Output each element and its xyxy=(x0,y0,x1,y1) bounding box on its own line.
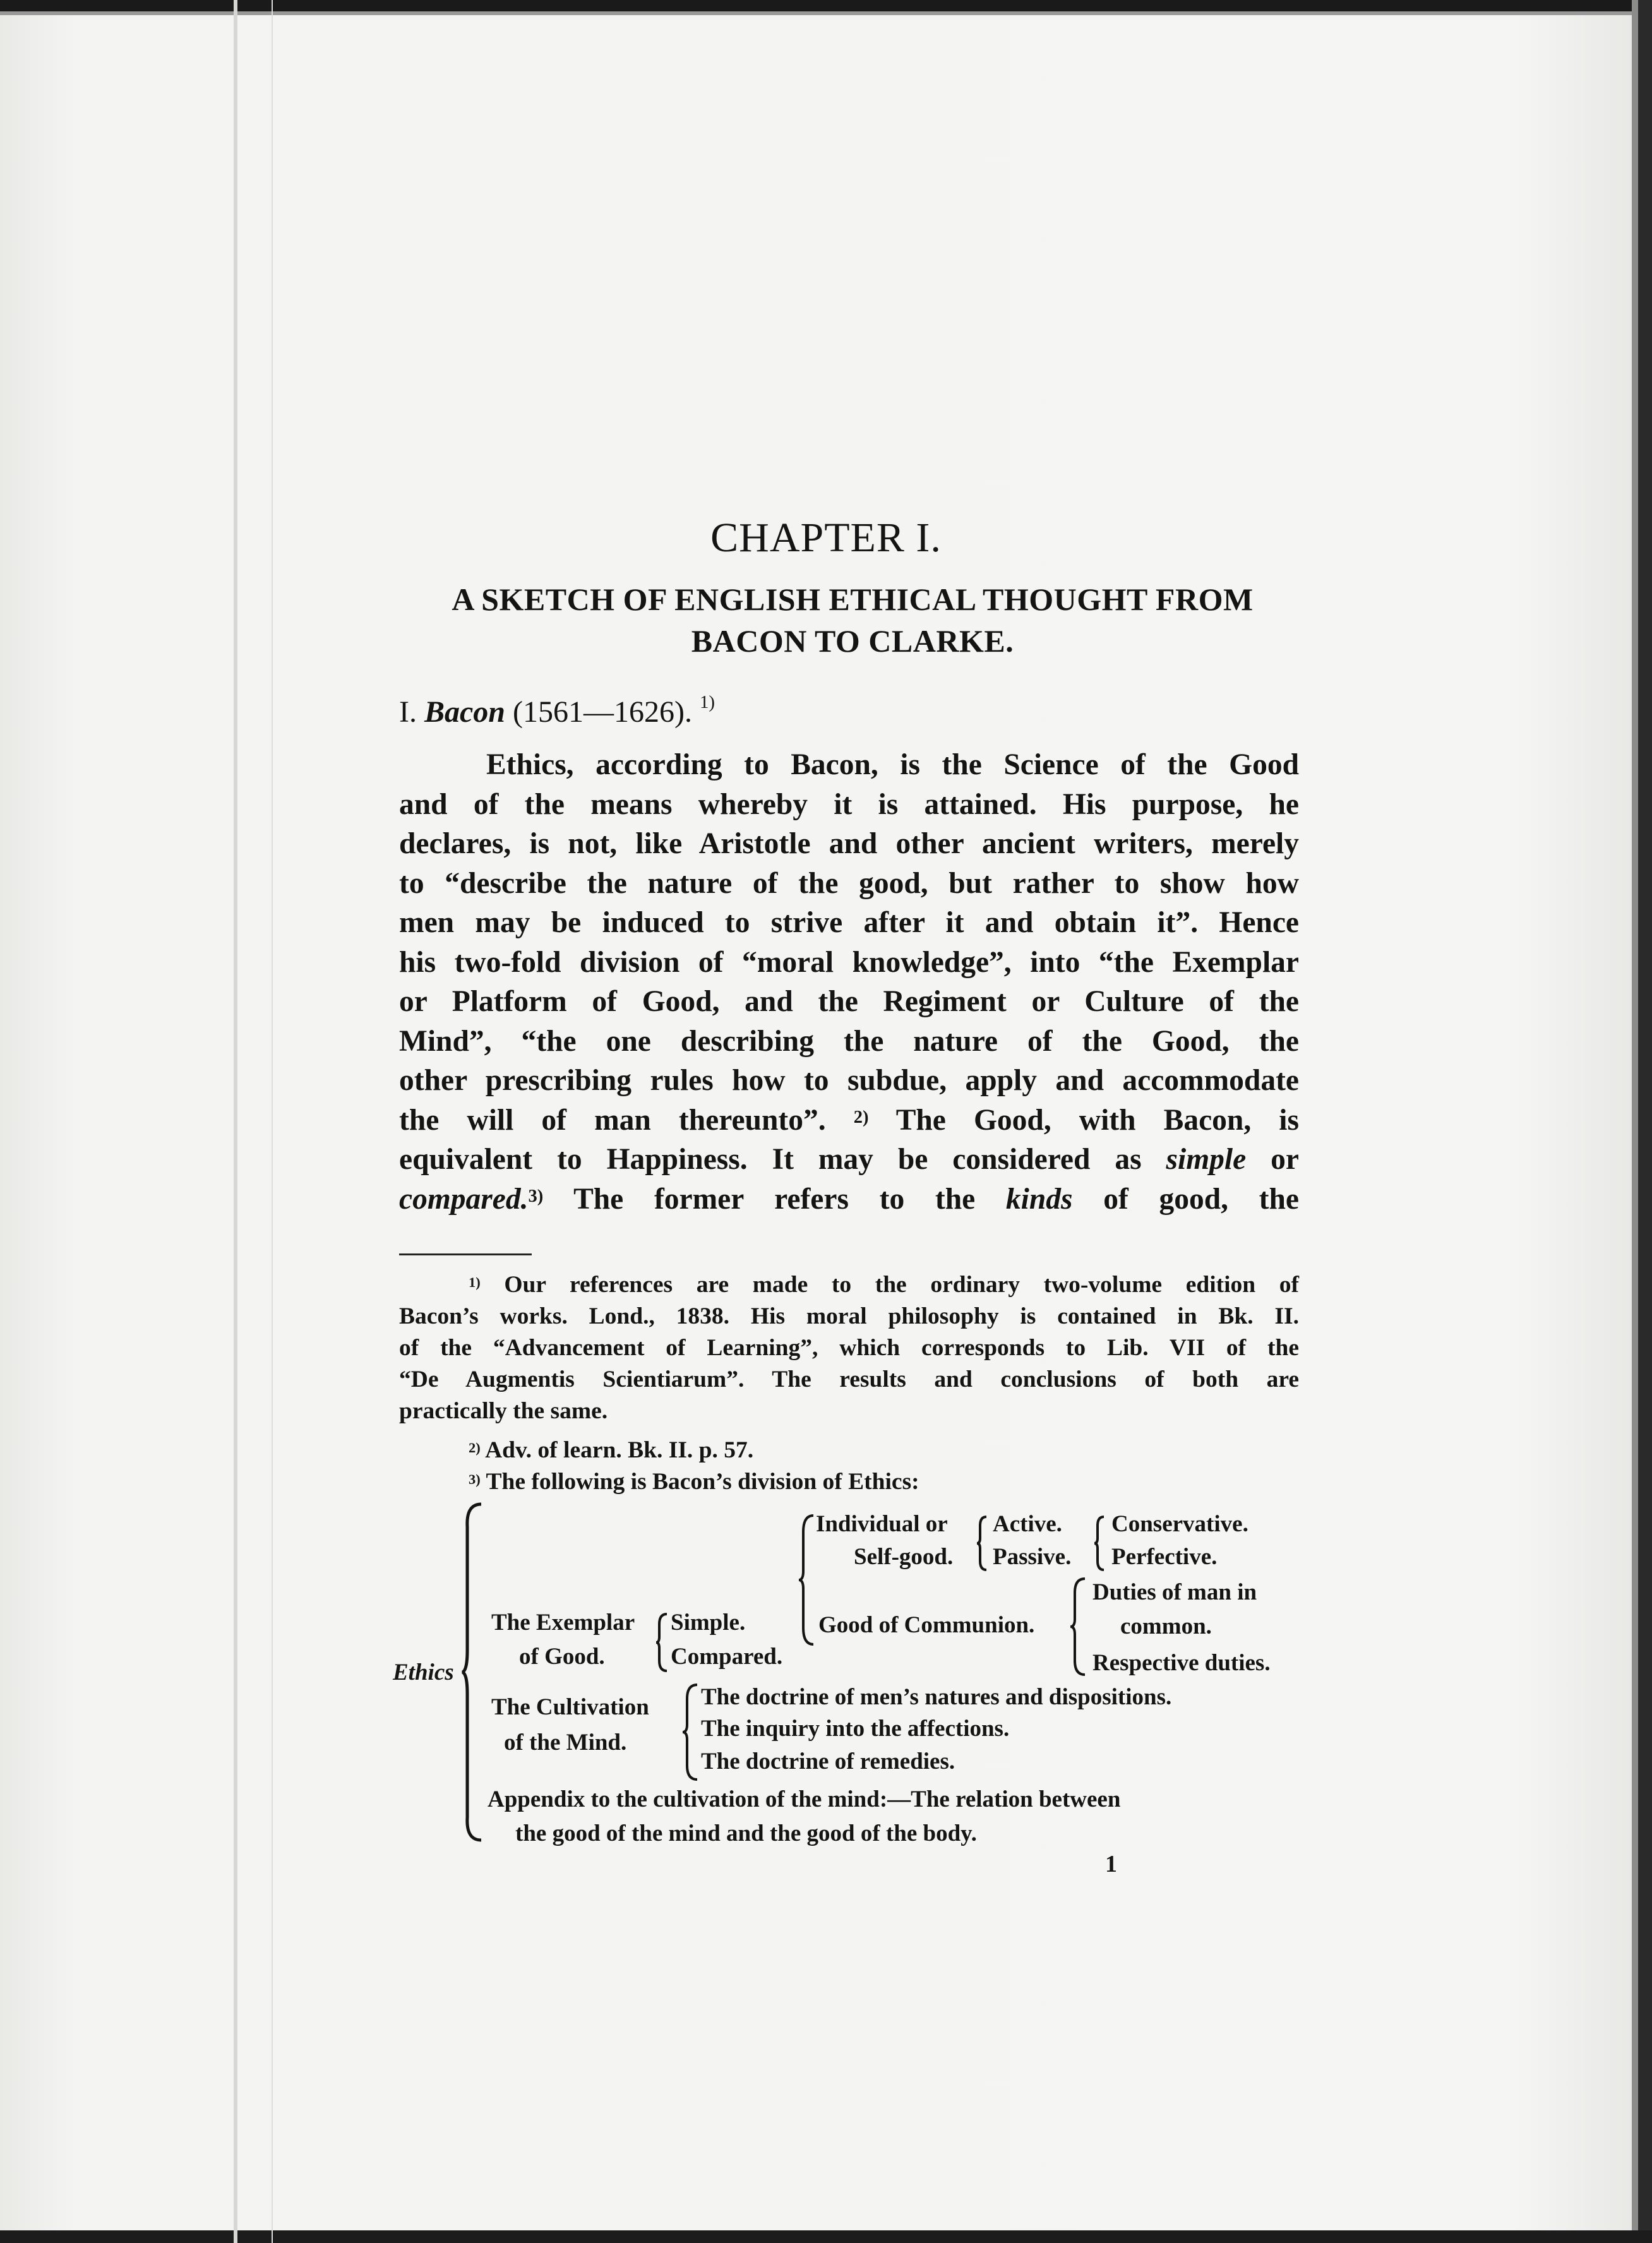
inquiry-affections-label: The inquiry into the affections. xyxy=(701,1716,1010,1742)
duties-label-1: Duties of man in xyxy=(1092,1579,1257,1605)
cultivation-brace xyxy=(681,1682,700,1782)
body-text-segment: the will of man thereunto”. xyxy=(399,1103,826,1137)
body-emphasis: kinds xyxy=(1005,1182,1073,1216)
respective-duties-label: Respective duties. xyxy=(1092,1650,1271,1676)
footnote-text: Our references are made to the ordinary two-volume edition of xyxy=(504,1272,1300,1298)
chapter-subtitle xyxy=(417,578,1288,662)
body-line: his two-fold division of “moral knowledge”, into “the Exemplar xyxy=(399,945,1299,979)
section-number: I. xyxy=(399,695,417,729)
body-text-segment: or xyxy=(1271,1143,1299,1176)
individual-brace xyxy=(975,1514,989,1572)
page-fold-line-secondary xyxy=(272,0,273,2243)
footnote-ref: 1) xyxy=(469,1274,481,1290)
body-note-ref: 2) xyxy=(853,1107,869,1127)
body-line xyxy=(399,1101,1299,1140)
section-note-ref: 1) xyxy=(699,692,715,712)
footnote-line: Bacon’s works. Lond., 1838. His moral philosophy is contained in Bk. II. xyxy=(399,1303,1299,1329)
simple-good-brace xyxy=(797,1513,816,1647)
body-text-segment: equivalent to Happiness. It may be considered as xyxy=(399,1143,1142,1176)
appendix-label-2: the good of the mind and the good of the body. xyxy=(515,1821,977,1846)
compared-label: Compared. xyxy=(671,1644,783,1670)
section-dates: (1561—1626). xyxy=(513,695,692,729)
footnote-line: practically the same. xyxy=(399,1398,608,1424)
scan-right-shadow xyxy=(1632,0,1638,2243)
page-number: 1 xyxy=(1105,1851,1117,1877)
exemplar-label-1: The Exemplar xyxy=(491,1610,635,1636)
conservative-label: Conservative. xyxy=(1111,1511,1248,1537)
cultivation-label-1: The Cultivation xyxy=(491,1694,649,1720)
chapter-title: CHAPTER I. xyxy=(710,515,942,561)
body-line: other prescribing rules how to subdue, apply and accommodate xyxy=(399,1064,1299,1097)
individual-label-2: Self-good. xyxy=(854,1544,954,1570)
subtitle-line-2: BACON TO CLARKE. xyxy=(691,623,1014,659)
duties-label-2: common. xyxy=(1120,1613,1212,1639)
footnote-ref: 2) xyxy=(469,1440,481,1456)
exemplar-label-2: of Good. xyxy=(519,1644,605,1670)
body-line: Mind”, “the one describing the nature of the Good, the xyxy=(399,1024,1299,1058)
body-emphasis: simple xyxy=(1166,1143,1247,1176)
exemplar-brace xyxy=(654,1612,669,1673)
body-line: Ethics, according to Bacon, is the Science of the Good xyxy=(486,748,1299,781)
scan-top-shadow xyxy=(0,11,1652,15)
active-label: Active. xyxy=(993,1511,1062,1537)
body-line xyxy=(399,1180,1299,1219)
active-passive-brace xyxy=(1092,1514,1106,1572)
body-line: to “describe the nature of the good, but rather to show how xyxy=(399,866,1299,900)
appendix-label-1: Appendix to the cultivation of the mind:—The relation between xyxy=(488,1786,1121,1812)
body-line: or Platform of Good, and the Regiment or Culture of the xyxy=(399,985,1299,1018)
scan-top-edge xyxy=(0,0,1652,11)
scan-right-edge xyxy=(1638,0,1652,2243)
body-line: men may be induced to strive after it and obtain it”. Hence xyxy=(399,906,1299,939)
cultivation-label-2: of the Mind. xyxy=(504,1730,627,1756)
footnote-text: The following is Bacon’s division of Ethics: xyxy=(486,1469,919,1495)
footnote-line xyxy=(399,1466,1299,1498)
tree-root-label: Ethics xyxy=(393,1660,454,1685)
communion-brace xyxy=(1068,1576,1087,1677)
body-emphasis: compared. xyxy=(399,1182,529,1216)
body-note-ref: 3) xyxy=(528,1186,544,1206)
individual-label-1: Individual or xyxy=(816,1511,948,1537)
footnote-line xyxy=(399,1269,1299,1301)
footnote-line xyxy=(399,1435,1299,1466)
doctrine-natures-label: The doctrine of men’s natures and dispositions. xyxy=(701,1684,1172,1710)
body-text-segment: of good, the xyxy=(1103,1182,1299,1216)
root-brace xyxy=(460,1502,485,1843)
doctrine-remedies-label: The doctrine of remedies. xyxy=(701,1749,955,1774)
body-line: declares, is not, like Aristotle and other ancient writers, merely xyxy=(399,827,1299,860)
footnote-text: Adv. of learn. Bk. II. p. 57. xyxy=(485,1437,754,1463)
section-heading xyxy=(399,692,715,729)
passive-label: Passive. xyxy=(993,1544,1072,1570)
subtitle-line-1: A SKETCH OF ENGLISH ETHICAL THOUGHT FROM xyxy=(452,582,1254,617)
body-line: and of the means whereby it is attained. His purpose, he xyxy=(399,787,1299,821)
page-fold-line xyxy=(234,0,237,2243)
section-name: Bacon xyxy=(424,695,505,729)
simple-label: Simple. xyxy=(671,1610,746,1636)
scan-bottom-edge xyxy=(0,2230,1652,2243)
footnote-rule xyxy=(399,1253,532,1255)
perfective-label: Perfective. xyxy=(1111,1544,1218,1570)
footnotes xyxy=(399,1269,1299,1498)
body-text-segment: The Good, with Bacon, is xyxy=(895,1103,1299,1137)
body-text-segment: The former refers to the xyxy=(573,1182,976,1216)
body-text xyxy=(399,745,1299,1219)
footnote-line: of the “Advancement of Learning”, which corresponds to Lib. VII of the xyxy=(399,1335,1299,1361)
footnote-ref: 3) xyxy=(469,1471,481,1487)
footnote-line: “De Augmentis Scientiarum”. The results and conclusions of both are xyxy=(399,1367,1299,1392)
communion-label: Good of Communion. xyxy=(818,1612,1035,1638)
body-line xyxy=(399,1140,1299,1180)
